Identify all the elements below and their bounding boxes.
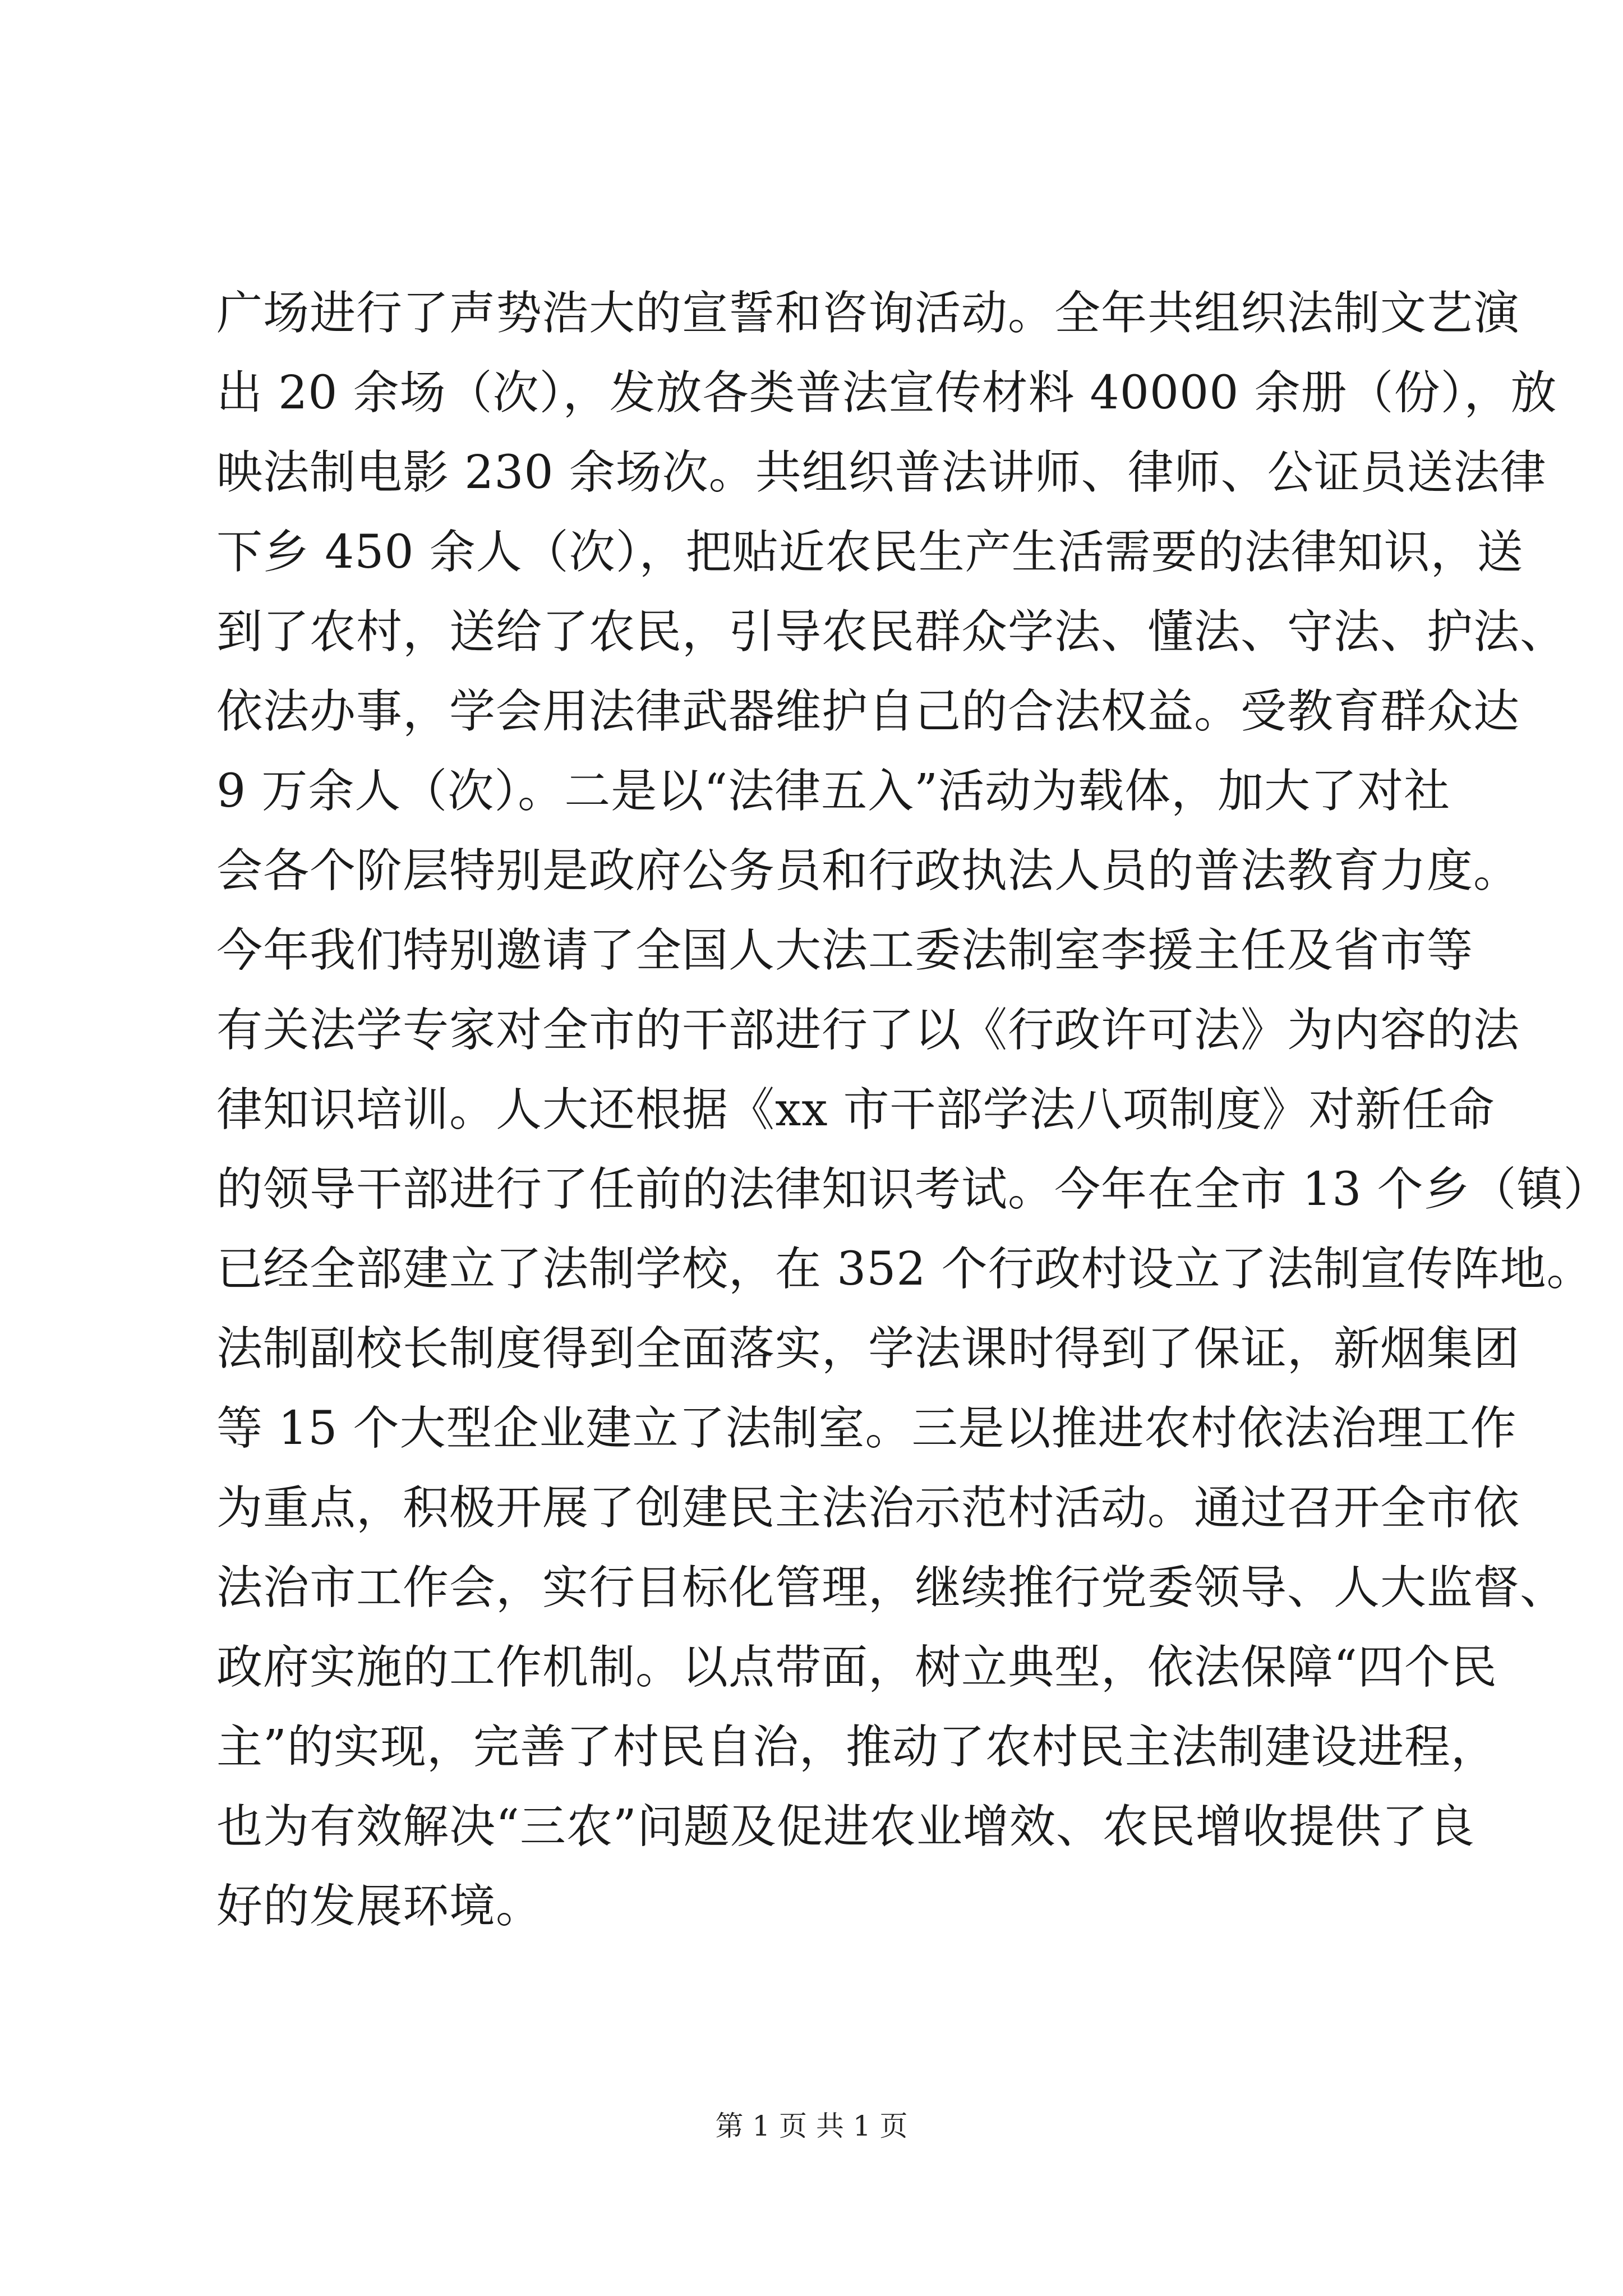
text-line: 主”的实现，完善了村民自治，推动了农村民主法制建设进程， — [216, 1720, 1497, 1774]
text-line: 广场进行了声势浩大的宣誓和咨询活动。全年共组织法制文艺演 — [216, 287, 1520, 340]
text-line: 会各个阶层特别是政府公务员和行政执法人员的普法教育力度。 — [216, 844, 1520, 898]
text-line: 为重点，积极开展了创建民主法治示范村活动。通过召开全市依 — [216, 1481, 1520, 1535]
text-line: 也为有效解决“三农”问题及促进农业增效、农民增收提供了良 — [216, 1800, 1475, 1853]
text-line: 等 15 个大型企业建立了法制室。三是以推进农村依法治理工作 — [216, 1402, 1517, 1455]
text-line: 律知识培训。人大还根据《xx 市干部学法八项制度》对新任命 — [216, 1083, 1495, 1137]
text-line: 法治市工作会，实行目标化管理，继续推行党委领导、人大监督、 — [216, 1561, 1567, 1614]
text-line: 9 万余人（次）。二是以“法律五入”活动为载体，加大了对社 — [216, 765, 1451, 818]
text-line: 有关法学专家对全市的干部进行了以《行政许可法》为内容的法 — [216, 1004, 1520, 1057]
text-line: 出 20 余场（次），发放各类普法宣传材料 40000 余册（份），放 — [216, 366, 1557, 420]
text-line: 政府实施的工作机制。以点带面，树立典型，依法保障“四个民 — [216, 1641, 1497, 1694]
body-paragraph — [216, 274, 1610, 1947]
text-line-last: 好的发展环境。 — [216, 1880, 543, 1933]
text-line: 法制副校长制度得到全面落实，学法课时得到了保证，新烟集团 — [216, 1322, 1520, 1375]
text-line: 映法制电影 230 余场次。共组织普法讲师、律师、公证员送法律 — [216, 446, 1547, 499]
text-line: 到了农村，送给了农民，引导农民群众学法、懂法、守法、护法、 — [216, 605, 1567, 659]
text-line: 的领导干部进行了任前的法律知识考试。今年在全市 13 个乡（镇） — [216, 1163, 1610, 1216]
text-line: 今年我们特别邀请了全国人大法工委法制室李援主任及省市等 — [216, 924, 1474, 977]
page-footer — [0, 2106, 1623, 2146]
text-line: 依法办事，学会用法律武器维护自己的合法权益。受教育群众达 — [216, 685, 1520, 738]
text-line: 已经全部建立了法制学校，在 352 个行政村设立了法制宣传阵地。 — [216, 1243, 1593, 1296]
text-line: 下乡 450 余人（次），把贴近农民生产生活需要的法律知识，送 — [216, 526, 1524, 579]
page-number-label: 第 1 页 共 1 页 — [715, 2110, 908, 2142]
